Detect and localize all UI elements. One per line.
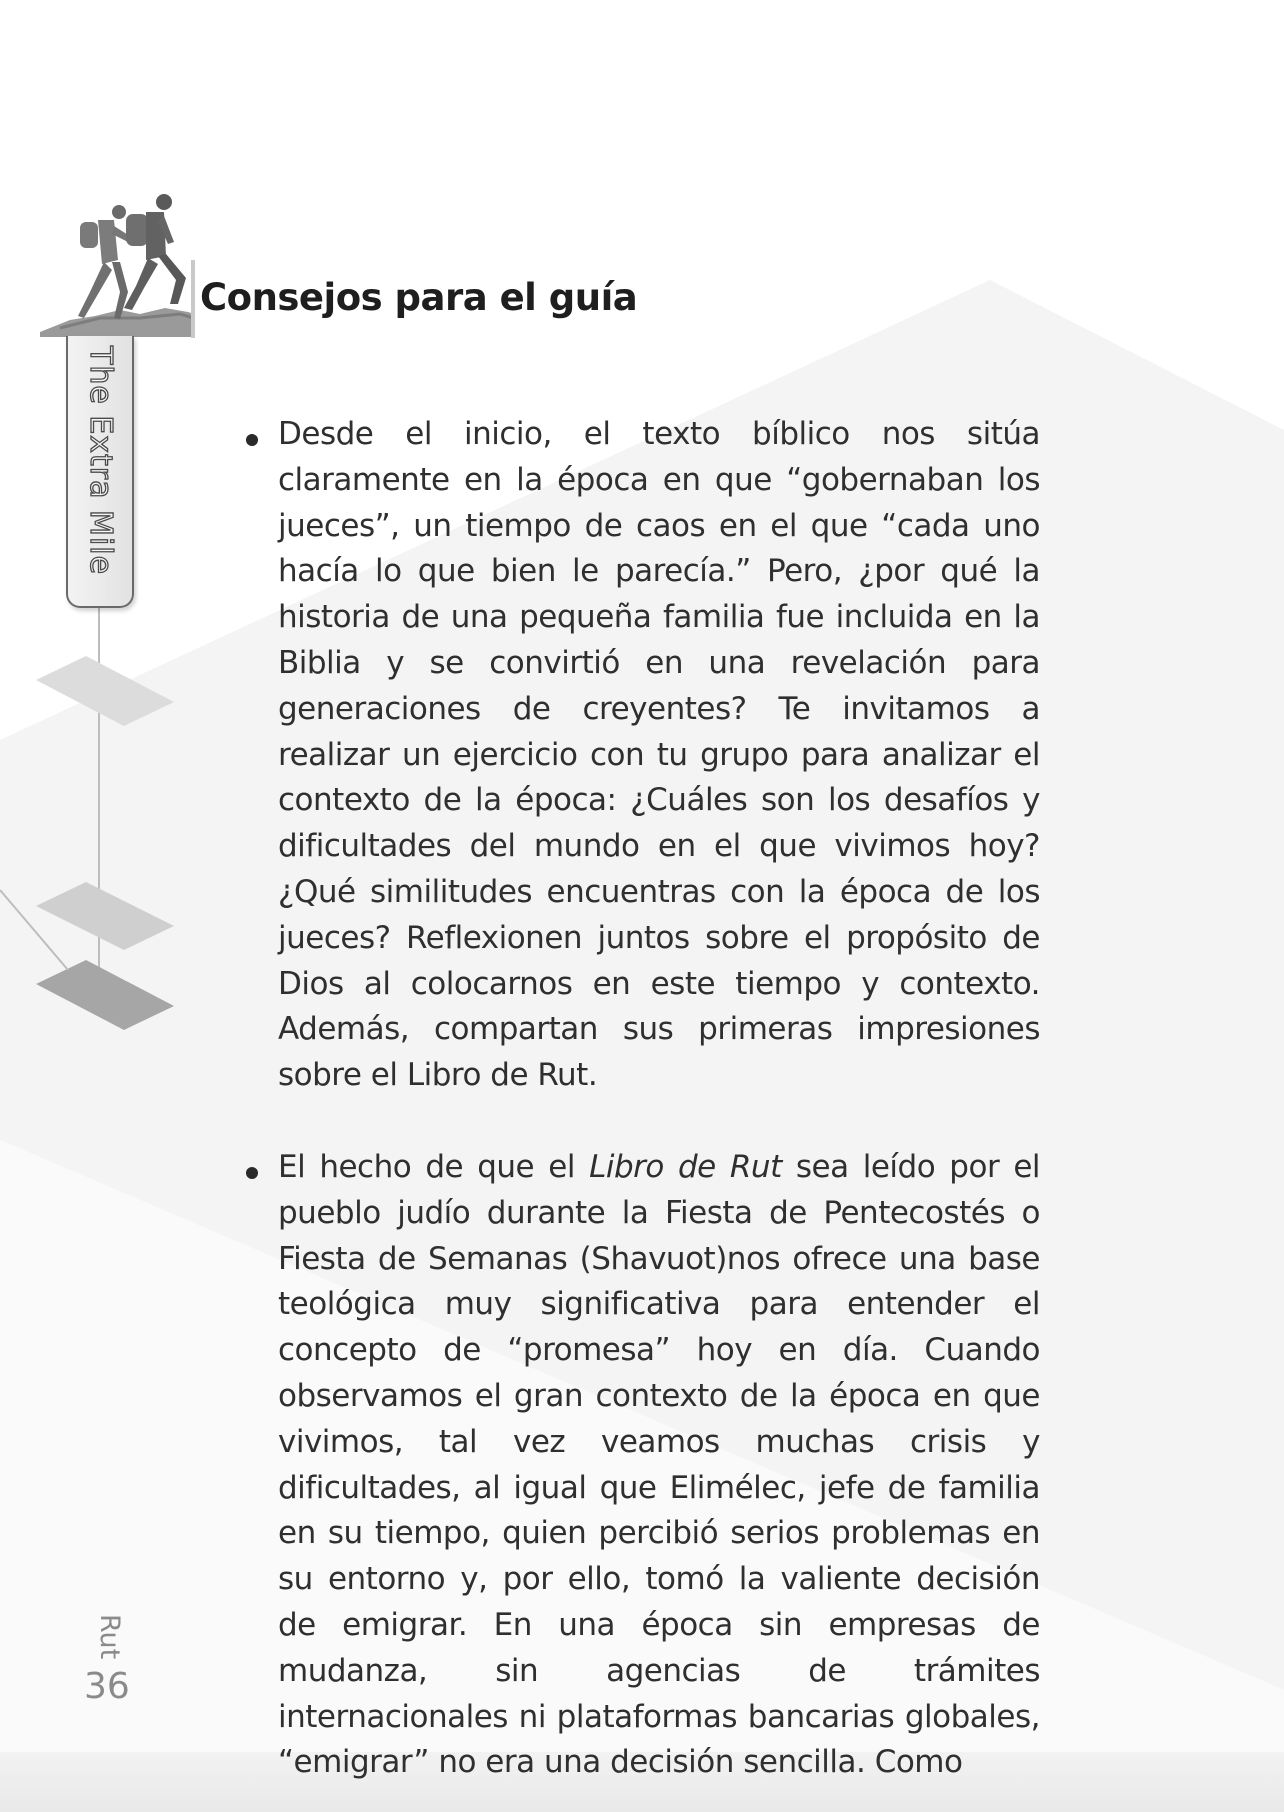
bullet-dot bbox=[246, 434, 258, 446]
diamond-decoration bbox=[0, 600, 200, 1040]
content bbox=[240, 412, 1040, 1786]
page-number: 36 bbox=[84, 1666, 130, 1707]
paragraph bbox=[278, 1145, 1040, 1786]
running-head: Rut bbox=[94, 1614, 125, 1660]
list-item bbox=[240, 1145, 1040, 1786]
page-title: Consejos para el guía bbox=[200, 276, 638, 319]
paragraph-text: sea leído por el pueblo judío durante la Fiesta de Pentecostés o Fiesta de Semanas (Shavuot)nos ofrece una base teológica muy significativa para entender el concepto de “promesa” hoy en día. Cuando observamos el gran contexto de la época en que vivimos, tal vez veamos muchas crisis y dificultades, al igual que Elimélec, jefe de familia en su tiempo, quien percibió serios problemas en su entorno y, por ello, tomó la valiente decisión de emigrar. En una época sin empresas de mudanza, sin agencias de trámites internacionales ni plataformas bancarias globales, “emigrar” no era una decisión sencilla. Como bbox=[278, 1148, 1041, 1781]
book-title: Libro de Rut bbox=[589, 1148, 782, 1185]
list-item bbox=[240, 412, 1040, 1099]
paragraph: Desde el inicio, el texto bíblico nos sitúa claramente en la época en que “gobernaban los jueces”, un tiempo de caos en el que “cada uno hacía lo que bien le parecía.” Pero, ¿por qué la historia de una pequeña familia fue incluida en la Biblia y se convirtió en una revelación para generaciones de creyentes? Te invitamos a realizar un ejercicio con tu grupo para analizar el contexto de la época: ¿Cuáles son los desafíos y dificultades del mundo en el que vivimos hoy? ¿Qué similitudes encuentras con la época de los jueces? Reflexionen juntos sobre el propósito de Dios al colocarnos en este tiempo y contexto. Además, compartan sus primeras impresiones sobre el Libro de Rut. bbox=[278, 416, 1040, 1094]
series-tab bbox=[66, 336, 134, 608]
bullet-dot bbox=[246, 1167, 258, 1179]
paragraph-text: El hecho de que el bbox=[278, 1148, 590, 1185]
title-banner-edge bbox=[191, 260, 195, 338]
series-tab-label: The Extra Mile bbox=[83, 346, 118, 576]
hikers-illustration bbox=[40, 192, 200, 337]
